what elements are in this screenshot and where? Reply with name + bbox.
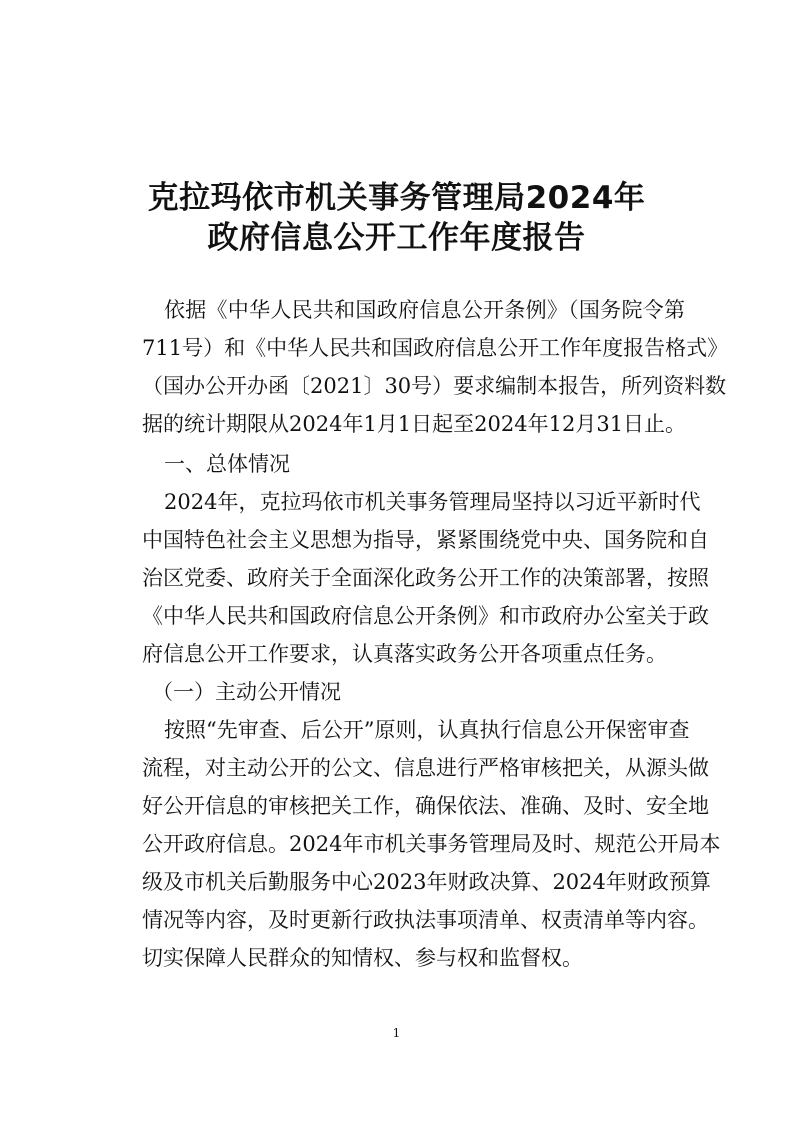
subsection-heading: （一）主动公开情况 [152,680,341,704]
title-line-1: 克拉玛依市机关事务管理局2024年 [147,180,646,216]
paragraph-line: 据的统计期限从2024年1月1日起至2024年12月31日止。 [142,412,687,436]
paragraph-line: 府信息公开工作要求，认真落实政务公开各项重点任务。 [142,642,667,666]
paragraph-line: 切实保障人民群众的知情权、参与权和监督权。 [142,946,583,970]
paragraph-line: 级及市机关后勤服务中心2023年财政决算、2024年财政预算 [142,870,711,894]
paragraph-line: 按照“先审查、后公开”原则，认真执行信息公开保密审查 [164,718,690,742]
paragraph-line: 依据《中华人民共和国政府信息公开条例》（国务院令第 [164,298,685,322]
title-line-2: 政府信息公开工作年度报告 [207,220,586,256]
paragraph-line: 2024年，克拉玛依市机关事务管理局坚持以习近平新时代 [164,490,701,514]
paragraph-line: 治区党委、政府关于全面深化政务公开工作的决策部署，按照 [142,566,709,590]
page-number: 1 [392,1026,401,1040]
report-title [0,178,793,258]
paragraph-line: 中国特色社会主义思想为指导，紧紧围绕党中央、国务院和自 [142,528,709,552]
paragraph-line: 情况等内容，及时更新行政执法事项清单、权责清单等内容。 [142,908,709,932]
paragraph-line: 流程，对主动公开的公文、信息进行严格审核把关，从源头做 [142,756,709,780]
paragraph-line: 公开政府信息。2024年市机关事务管理局及时、规范公开局本 [142,832,721,856]
paragraph-line: 711号）和《中华人民共和国政府信息公开工作年度报告格式》 [142,336,729,360]
paragraph-line: 《中华人民共和国政府信息公开条例》和市政府办公室关于政 [142,604,709,628]
paragraph-line: 好公开信息的审核把关工作，确保依法、准确、及时、安全地 [142,794,709,818]
paragraph-line: （国办公开办函〔2021〕30号）要求编制本报告，所列资料数 [142,374,727,398]
section-heading: 一、总体情况 [164,452,290,476]
